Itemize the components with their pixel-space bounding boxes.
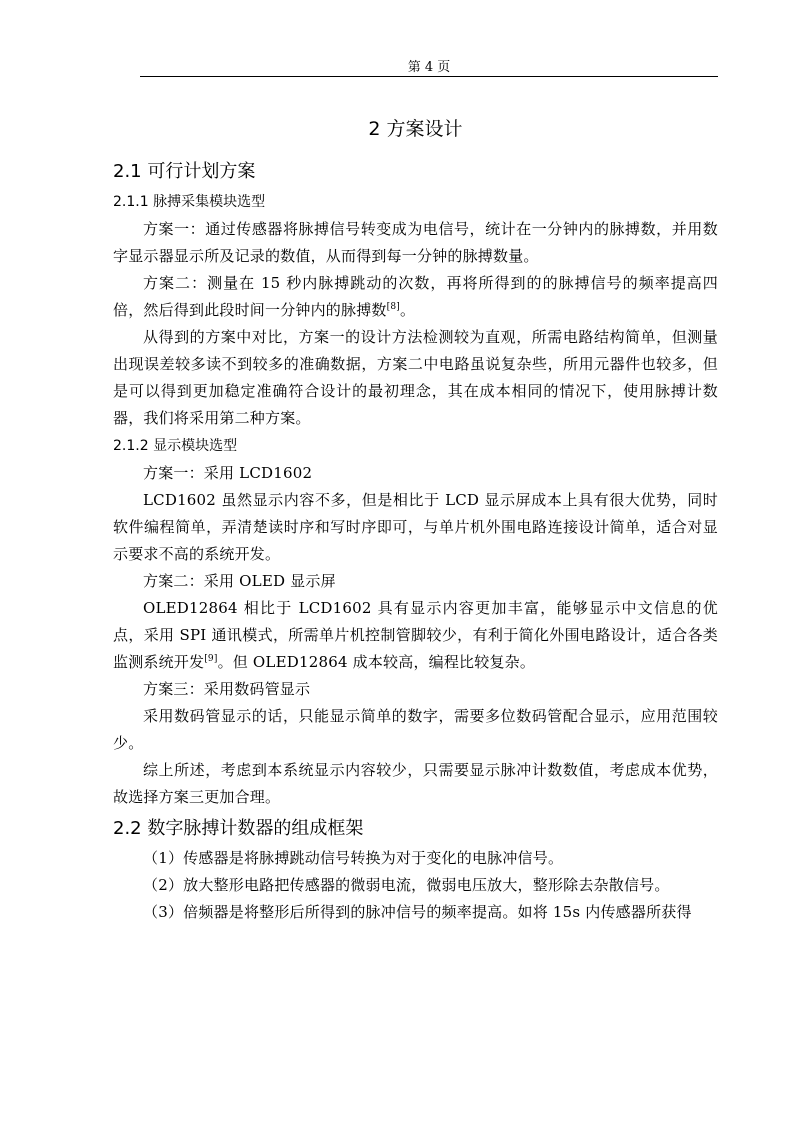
paragraph-text: OLED12864 相比于 LCD1602 具有显示内容更加丰富，能够显示中文信息的优点，采用 SPI 通讯模式，所需单片机控制管脚较少，有利于简化外围电路设计，适合各类监测系统开发 xyxy=(113,599,718,671)
paragraph-oled12864 xyxy=(113,595,718,676)
section-heading-2-1: 2.1 可行计划方案 xyxy=(113,161,256,182)
paragraph-conclusion: 综上所述，考虑到本系统显示内容较少，只需要显示脉冲计数数值，考虑成本优势，故选择方案三更加合理。 xyxy=(113,761,718,806)
paragraph-display-scheme-one: 方案一：采用 LCD1602 xyxy=(143,464,313,482)
paragraph-text: 方案二：测量在 15 秒内脉搏跳动的次数，再将所得到的的脉搏信号的频率提高四倍，然后得到此段时间一分钟内的脉搏数 xyxy=(113,274,718,319)
list-item: （1）传感器是将脉搏跳动信号转换为对于变化的电脉冲信号。 xyxy=(143,849,564,867)
subsection-heading-2-1-2: 2.1.2 显示模块选型 xyxy=(113,438,238,454)
list-item: （2）放大整形电路把传感器的微弱电流，微弱电压放大，整形除去杂散信号。 xyxy=(143,876,670,894)
section-heading-2-2: 2.2 数字脉搏计数器的组成框架 xyxy=(113,818,364,839)
citation-ref-9: [9] xyxy=(204,654,218,664)
header-divider xyxy=(140,76,718,77)
paragraph-lcd1602: LCD1602 虽然显示内容不多，但是相比于 LCD 显示屏成本上具有很大优势，同时软件编程简单，弄清楚读时序和写时序即可，与单片机外围电路连接设计简单，适合对显示要求不高的系统开发。 xyxy=(113,491,718,563)
paragraph-scheme-one: 方案一：通过传感器将脉搏信号转变成为电信号，统计在一分钟内的脉搏数，并用数字显示器显示所及记录的数值，从而得到每一分钟的脉搏数量。 xyxy=(113,220,718,265)
page-header xyxy=(140,56,718,76)
page-number: 第 4 页 xyxy=(407,60,451,75)
paragraph-display-scheme-three: 方案三：采用数码管显示 xyxy=(143,680,311,698)
paragraph-seven-segment: 采用数码管显示的话，只能显示简单的数字，需要多位数码管配合显示，应用范围较少。 xyxy=(113,707,718,752)
paragraph-comparison: 从得到的方案中对比，方案一的设计方法检测较为直观，所需电路结构简单，但测量出现误差较多读不到较多的准确数据，方案二中电路虽说复杂些，所用元器件也较多，但是可以得到更加稳定准确符合设计的最初理念，其在成本相同的情况下，使用脉搏计数器，我们将采用第二种方案。 xyxy=(113,328,718,427)
paragraph-end: 。 xyxy=(399,301,416,319)
paragraph-display-scheme-two: 方案二：采用 OLED 显示屏 xyxy=(143,572,336,590)
paragraph-scheme-two xyxy=(113,270,718,324)
chapter-title: 2 方案设计 xyxy=(368,118,463,140)
subsection-heading-2-1-1: 2.1.1 脉搏采集模块选型 xyxy=(113,194,266,210)
document-body xyxy=(113,114,718,926)
citation-ref-8: [8] xyxy=(386,302,400,312)
list-item: （3）倍频器是将整形后所得到的脉冲信号的频率提高。如将 15s 内传感器所获得 xyxy=(143,903,692,921)
paragraph-end: 。但 OLED12864 成本较高，编程比较复杂。 xyxy=(217,653,536,671)
